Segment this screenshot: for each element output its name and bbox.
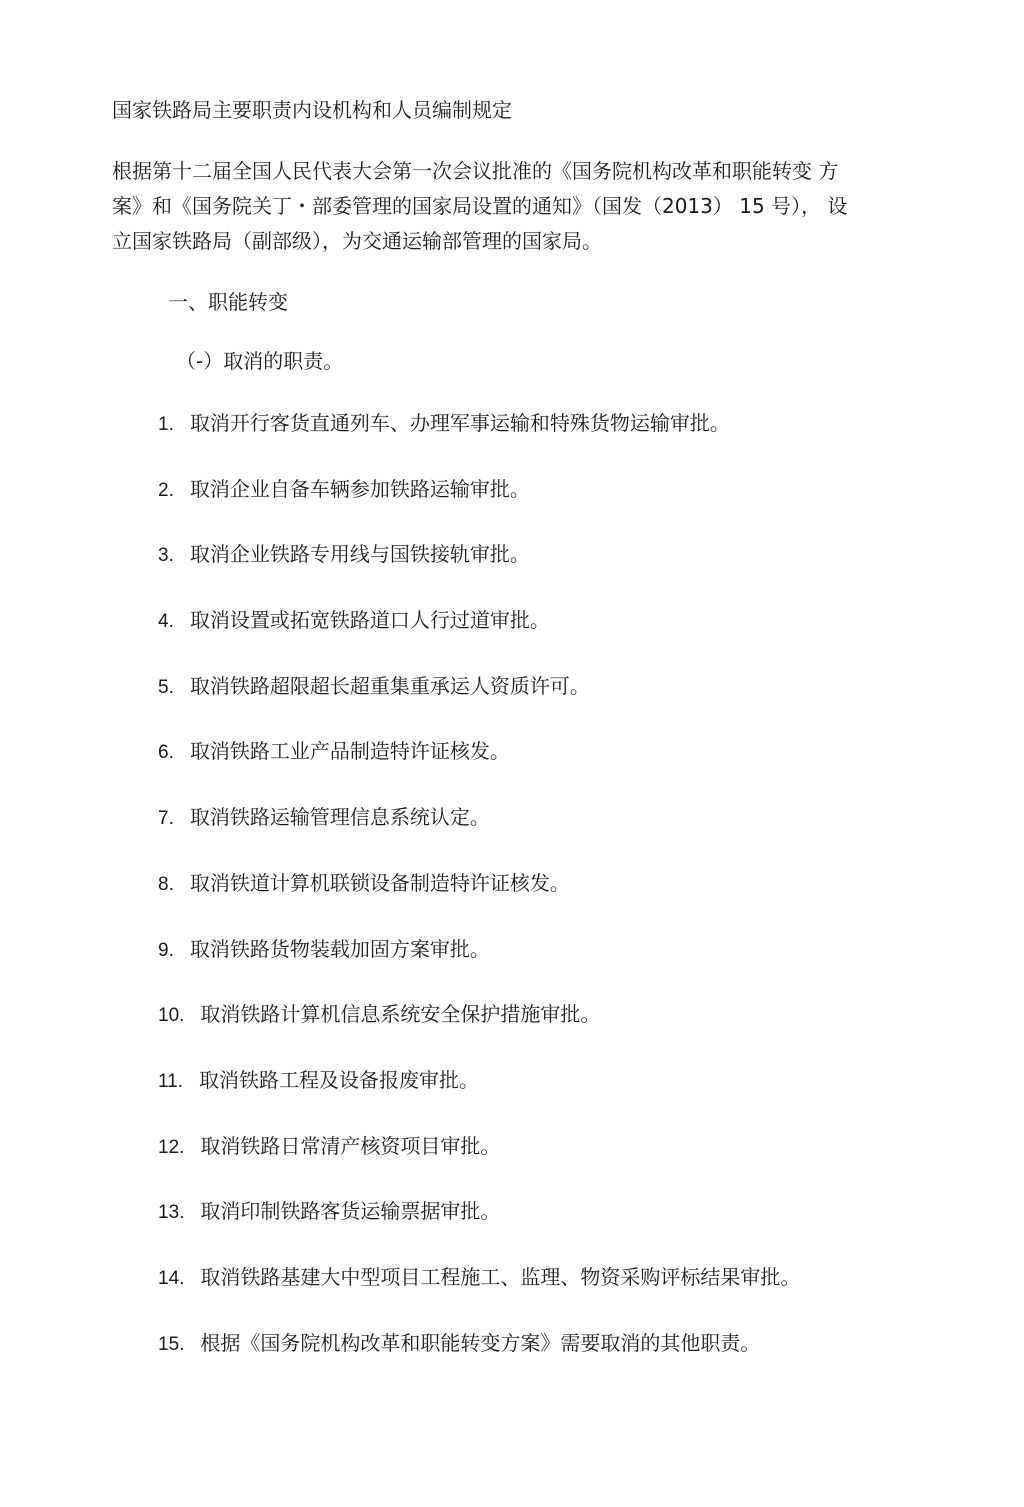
- list-item: [158, 672, 800, 738]
- item-number: 8.: [158, 873, 174, 895]
- item-text: 取消铁路超限超长超重集重承运人资质许可。: [189, 673, 590, 698]
- item-text: 取消铁路计算机信息系统安全保护措施审批。: [200, 1002, 601, 1027]
- list-item: [158, 1000, 800, 1066]
- list-item: [158, 1263, 800, 1329]
- intro-paragraph: [112, 154, 912, 259]
- item-text: 取消企业自备车辆参加铁路运输审批。: [189, 476, 530, 501]
- intro-line: 根据第十二届全国人民代表大会第一次会议批准的《国务院机构改革和职能转变 方: [112, 159, 839, 183]
- list-item: [158, 606, 800, 672]
- item-number: 7.: [158, 808, 174, 830]
- list-item: [158, 869, 800, 935]
- intro-line: 立国家铁路局（副部级），为交通运输部管理的国家局。: [112, 229, 602, 253]
- list-item: [158, 540, 800, 606]
- item-number: 10.: [158, 1005, 185, 1027]
- list-item: [158, 1132, 800, 1198]
- item-number: 6.: [158, 742, 174, 764]
- item-number: 15.: [158, 1333, 185, 1355]
- item-number: 9.: [158, 939, 174, 961]
- list-item: [158, 475, 800, 541]
- item-number: 1.: [158, 414, 174, 435]
- item-text: 取消企业铁路专用线与国铁接轨审批。: [189, 542, 530, 567]
- item-text: 取消设置或拓宽铁路道口人行过道审批。: [189, 608, 550, 633]
- item-text: 取消铁路日常清产核资项目审批。: [200, 1133, 501, 1158]
- item-number: 4.: [158, 611, 174, 633]
- list-item: [158, 1066, 800, 1132]
- list-item: [158, 803, 800, 869]
- duties-list: [158, 409, 800, 1394]
- subsection-heading: （-）取消的职责。: [176, 349, 344, 373]
- item-number: 5.: [158, 676, 174, 698]
- item-number: 11.: [158, 1070, 184, 1092]
- list-item: [158, 409, 800, 475]
- item-text: 取消铁路货物装载加固方案审批。: [189, 936, 490, 961]
- list-item: [158, 737, 800, 803]
- list-item: [158, 1329, 800, 1395]
- item-number: 14.: [158, 1267, 185, 1289]
- item-number: 2.: [158, 479, 174, 501]
- item-text: 取消铁路工业产品制造特许证核发。: [189, 739, 510, 764]
- item-text: 取消铁路工程及设备报废审批。: [199, 1067, 480, 1092]
- item-text: 取消铁路运输管理信息系统认定。: [189, 805, 490, 830]
- item-text: 取消印制铁路客货运输票据审批。: [200, 1199, 501, 1224]
- item-number: 3.: [158, 545, 174, 567]
- document-title: 国家铁路局主要职责内设机构和人员编制规定: [112, 98, 512, 122]
- intro-line: 案》和《国务院关丁・部委管理的国家局设置的通知》（国发（2013） 15 号）， 设: [112, 194, 848, 218]
- item-text: 取消铁道计算机联锁设备制造特许证核发。: [189, 870, 570, 895]
- list-item: [158, 1197, 800, 1263]
- item-text: 根据《国务院机构改革和职能转变方案》需要取消的其他职责。: [200, 1330, 761, 1355]
- item-number: 13.: [158, 1202, 185, 1224]
- section-heading: 一、职能转变: [168, 290, 288, 314]
- list-item: [158, 935, 800, 1001]
- item-text: 取消铁路基建大中型项目工程施工、监理、物资采购评标结果审批。: [200, 1264, 801, 1289]
- item-number: 12.: [158, 1136, 185, 1158]
- item-text: 取消开行客货直通列车、办理军事运输和特殊货物运输审批。: [189, 411, 730, 435]
